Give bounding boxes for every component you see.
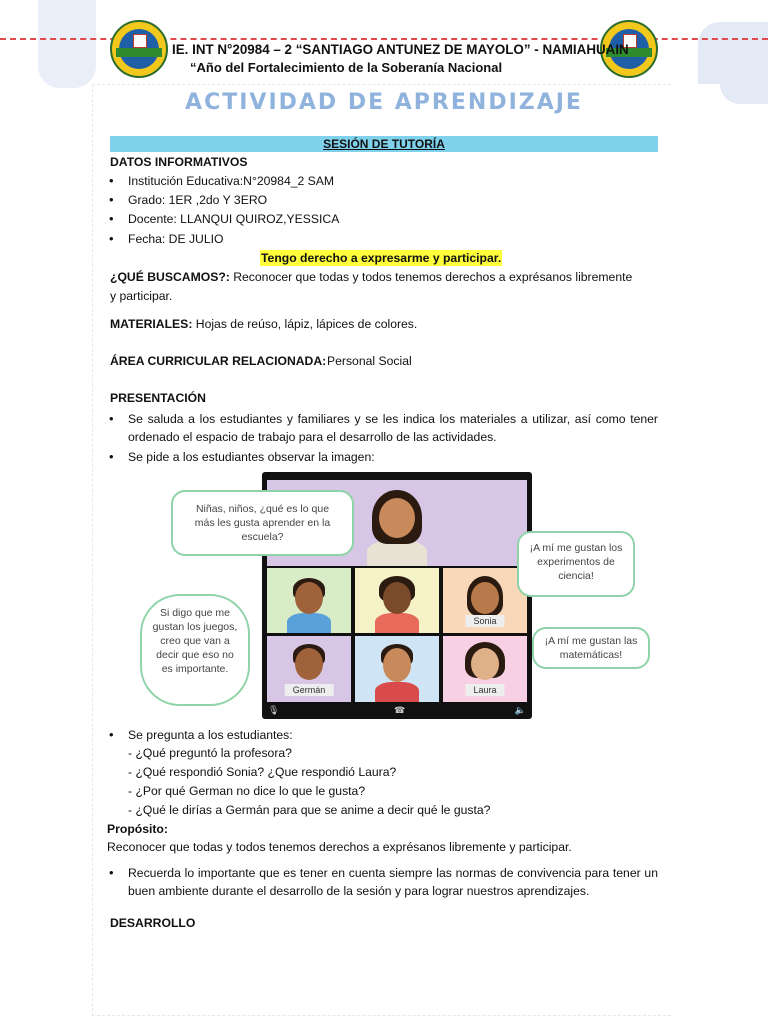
preguntas-intro: • Se pregunta a los estudiantes: bbox=[128, 726, 293, 744]
desarrollo-heading: DESARROLLO bbox=[110, 916, 196, 930]
decorative-tab-left bbox=[38, 0, 96, 88]
student-tile-sonia bbox=[443, 568, 527, 633]
area-text: Personal Social bbox=[327, 354, 412, 368]
speaker-icon: 🔈 bbox=[514, 705, 526, 715]
speech-bubble-science: ¡A mí me gustan los experimentos de ciencia! bbox=[517, 531, 635, 597]
name-tag-german: Germán bbox=[285, 684, 334, 696]
hangup-icon: ☎ bbox=[394, 705, 406, 715]
buscamos-line2: y participar. bbox=[110, 289, 173, 303]
recuerda-bullet: • Recuerda lo importante que es tener en cuenta siempre las normas de convivencia para tener un buen ambiente durante el desarrollo de la sesión y para lograr nuestros aprendizajes. bbox=[128, 864, 658, 900]
speech-bubble-math: ¡A mí me gustan las matemáticas! bbox=[532, 627, 650, 669]
datos-heading: DATOS INFORMATIVOS bbox=[110, 155, 248, 169]
buscamos-text: Reconocer que todas y todos tenemos derechos a exprésanos libremente bbox=[229, 270, 633, 284]
proposito-heading: Propósito: bbox=[107, 822, 168, 836]
school-name: IE. INT N°20984 – 2 “SANTIAGO ANTUNEZ DE MAYOLO” - NAMIAHUAIN bbox=[172, 42, 629, 57]
speech-bubble-german: Si digo que me gustan los juegos, creo que van a decir que eso no es importante. bbox=[140, 594, 250, 706]
pregunta-item: - ¿Qué respondió Sonia? ¿Que respondió Laura? bbox=[128, 765, 397, 779]
datos-item: • Institución Educativa:N°20984_2 SAM bbox=[128, 172, 334, 190]
pregunta-item: - ¿Por qué German no dice lo que le gusta? bbox=[128, 784, 366, 798]
call-controls bbox=[262, 703, 532, 719]
materiales-label: MATERIALES: bbox=[110, 317, 193, 331]
area-label: ÁREA CURRICULAR RELACIONADA: bbox=[110, 354, 327, 368]
speech-bubble-teacher: Niñas, niños, ¿qué es lo que más les gusta aprender en la escuela? bbox=[171, 490, 354, 556]
pregunta-item: - ¿Qué preguntó la profesora? bbox=[128, 746, 292, 760]
year-motto: “Año del Fortalecimiento de la Soberanía Nacional bbox=[190, 60, 503, 75]
mic-icon: 🎙 bbox=[268, 705, 280, 715]
student-tile-german bbox=[267, 636, 351, 702]
presentacion-bullet: • Se pide a los estudiantes observar la imagen: bbox=[128, 448, 375, 466]
name-tag-laura: Laura bbox=[465, 684, 504, 696]
session-title: SESIÓN DE TUTORÍA bbox=[323, 137, 445, 151]
student-tile-laura bbox=[443, 636, 527, 702]
student-tile bbox=[267, 568, 351, 633]
datos-item: • Docente: LLANQUI QUIROZ,YESSICA bbox=[128, 210, 339, 228]
pregunta-item: - ¿Qué le dirías a Germán para que se anime a decir qué le gusta? bbox=[128, 803, 491, 817]
school-seal-left bbox=[110, 20, 168, 78]
materiales bbox=[110, 315, 417, 333]
session-bar bbox=[110, 136, 658, 152]
decorative-tab-right bbox=[698, 22, 768, 84]
materiales-text: Hojas de reúso, lápiz, lápices de colores. bbox=[192, 317, 418, 331]
proposito-text: Reconocer que todas y todos tenemos derechos a exprésanos libremente y participar. bbox=[107, 840, 572, 854]
student-tile bbox=[355, 568, 439, 633]
student-tile bbox=[355, 636, 439, 702]
presentacion-heading: PRESENTACIÓN bbox=[110, 391, 206, 405]
buscamos-label: ¿QUÉ BUSCAMOS?: bbox=[110, 270, 230, 284]
datos-item: • Grado: 1ER ,2do Y 3ERO bbox=[128, 191, 267, 209]
datos-item: • Fecha: DE JULIO bbox=[128, 230, 224, 248]
page-title: ACTIVIDAD DE APRENDIZAJE bbox=[185, 90, 583, 115]
buscamos-line1 bbox=[110, 268, 632, 286]
presentacion-bullet: • Se saluda a los estudiantes y familiares y se les indica los materiales a utilizar, así como tener ordenado el espacio de trabajo para el desarrollo de las actividades. bbox=[128, 410, 658, 446]
name-tag-sonia: Sonia bbox=[465, 615, 504, 627]
theme-title: Tengo derecho a expresarme y participar. bbox=[261, 251, 502, 265]
